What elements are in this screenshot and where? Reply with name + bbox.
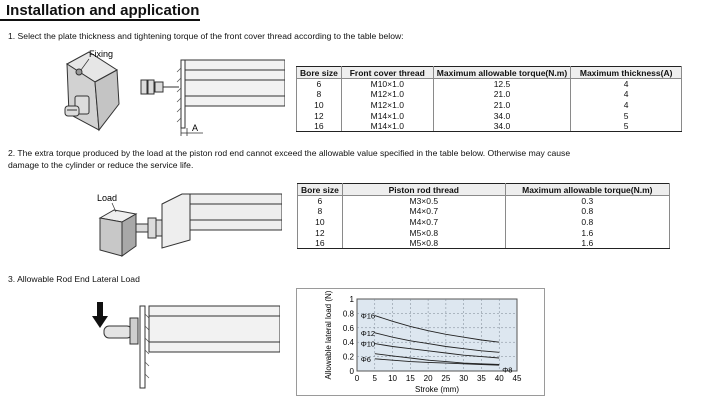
x-tick-label: 10	[388, 374, 398, 383]
plot-area	[357, 299, 517, 371]
cell: M5×0.8	[342, 238, 505, 249]
table-row	[298, 238, 670, 249]
x-tick-label: 40	[494, 374, 504, 383]
table-row	[297, 79, 682, 90]
cell: 4	[571, 100, 682, 111]
section-header	[0, 0, 720, 22]
fixing-label: Fixing	[89, 49, 114, 59]
table-row	[298, 217, 670, 228]
title-underline	[0, 19, 200, 21]
cell: 34.0	[433, 121, 570, 132]
cell: 5	[571, 110, 682, 121]
piston-rod-table	[297, 183, 670, 249]
cell: 6	[298, 196, 343, 207]
table-row	[297, 110, 682, 121]
table-row	[297, 100, 682, 111]
x-tick-label: 45	[512, 374, 522, 383]
y-tick-label: 0	[349, 367, 354, 376]
step-3-text: 3. Allowable Rod End Lateral Load	[8, 274, 140, 284]
cell: M14×1.0	[341, 121, 433, 132]
step-2-line-2: damage to the cylinder or reduce the service life.	[8, 160, 194, 170]
step-2-text	[8, 147, 570, 171]
down-arrow-icon	[92, 302, 108, 328]
cell: 10	[297, 100, 342, 111]
x-tick-label: 25	[441, 374, 451, 383]
cell: 8	[297, 89, 342, 100]
y-tick-label: 0.2	[342, 352, 354, 362]
load-block	[100, 210, 136, 256]
cylinder-body	[67, 52, 119, 130]
x-tick-label: 0	[354, 374, 360, 383]
x-axis-label: Stroke (mm)	[415, 385, 459, 394]
cell: 5	[571, 121, 682, 132]
cell: 0.3	[505, 196, 669, 207]
mounting-plate	[177, 60, 185, 128]
cell: 21.0	[433, 100, 570, 111]
cell: 1.6	[505, 238, 669, 249]
cell: 4	[571, 79, 682, 90]
column-header: Maximum allowable torque(N.m)	[505, 184, 669, 196]
cell: 0.8	[505, 217, 669, 228]
cylinder-tube	[149, 306, 280, 352]
cell: 1.6	[505, 227, 669, 238]
cell: M4×0.7	[342, 206, 505, 217]
step-1-text: 1. Select the plate thickness and tightening torque of the front cover thread according to the table below:	[8, 31, 404, 41]
series-label: Φ10	[360, 339, 376, 349]
lateral-load-chart	[296, 288, 545, 396]
series-label: Φ12	[360, 328, 376, 338]
column-header: Maximum allowable torque(N.m)	[433, 67, 570, 79]
cell: M14×1.0	[341, 110, 433, 121]
cell: 21.0	[433, 89, 570, 100]
lateral-load-illustration	[90, 300, 280, 390]
cell: 16	[298, 238, 343, 249]
cell: 0.8	[505, 206, 669, 217]
cell: 12.5	[433, 79, 570, 90]
cell: M12×1.0	[341, 89, 433, 100]
table-row	[297, 121, 682, 132]
cell: 8	[298, 206, 343, 217]
column-header: Front cover thread	[341, 67, 433, 79]
cell: 4	[571, 89, 682, 100]
table-row	[297, 89, 682, 100]
load-label: Load	[97, 193, 118, 203]
table-header-row	[297, 67, 682, 79]
y-tick-label: 1	[349, 295, 354, 304]
x-tick-label: 5	[372, 374, 378, 383]
piston-rod	[136, 218, 162, 238]
mounting-illustration	[55, 44, 285, 140]
cylinder-tube	[185, 60, 285, 106]
load-illustration	[92, 182, 282, 262]
table-header-row	[298, 184, 670, 196]
series-label: Φ8	[502, 365, 513, 375]
piston-rod	[104, 318, 138, 344]
y-axis-label: Allowable lateral load (N)	[324, 290, 333, 380]
page-title: Installation and application	[6, 2, 200, 19]
cell: 34.0	[433, 110, 570, 121]
y-tick-label: 0.8	[342, 309, 354, 319]
table-row	[298, 206, 670, 217]
column-header: Bore size	[298, 184, 343, 196]
cell: M3×0.5	[342, 196, 505, 207]
cell: 6	[297, 79, 342, 90]
table-row	[298, 227, 670, 238]
x-tick-label: 30	[459, 374, 469, 383]
front-cover-table	[296, 66, 682, 132]
cell: 12	[298, 227, 343, 238]
column-header: Piston rod thread	[342, 184, 505, 196]
table-row	[298, 196, 670, 207]
cell: M5×0.8	[342, 227, 505, 238]
column-header: Bore size	[297, 67, 342, 79]
cell: 12	[297, 110, 342, 121]
dimension-label: A	[192, 123, 199, 133]
cell: 10	[298, 217, 343, 228]
x-tick-label: 20	[423, 374, 433, 383]
cell: M4×0.7	[342, 217, 505, 228]
x-tick-label: 35	[476, 374, 486, 383]
cell: M12×1.0	[341, 100, 433, 111]
cell: M10×1.0	[341, 79, 433, 90]
cylinder-tube	[162, 194, 282, 248]
series-label: Φ6	[360, 354, 371, 364]
x-tick-label: 15	[405, 374, 415, 383]
column-header: Maximum thickness(A)	[571, 67, 682, 79]
mounting-plate	[140, 306, 149, 388]
series-label: Φ16	[360, 311, 376, 321]
y-tick-label: 0.6	[342, 323, 354, 333]
chart-plot	[297, 289, 544, 395]
cell: 16	[297, 121, 342, 132]
y-tick-label: 0.4	[342, 338, 354, 348]
step-2-line-1: 2. The extra torque produced by the load at the piston rod end cannot exceed the allowable value specified in the table below. Otherwise may cause	[8, 148, 571, 158]
exploded-nut	[141, 80, 179, 94]
